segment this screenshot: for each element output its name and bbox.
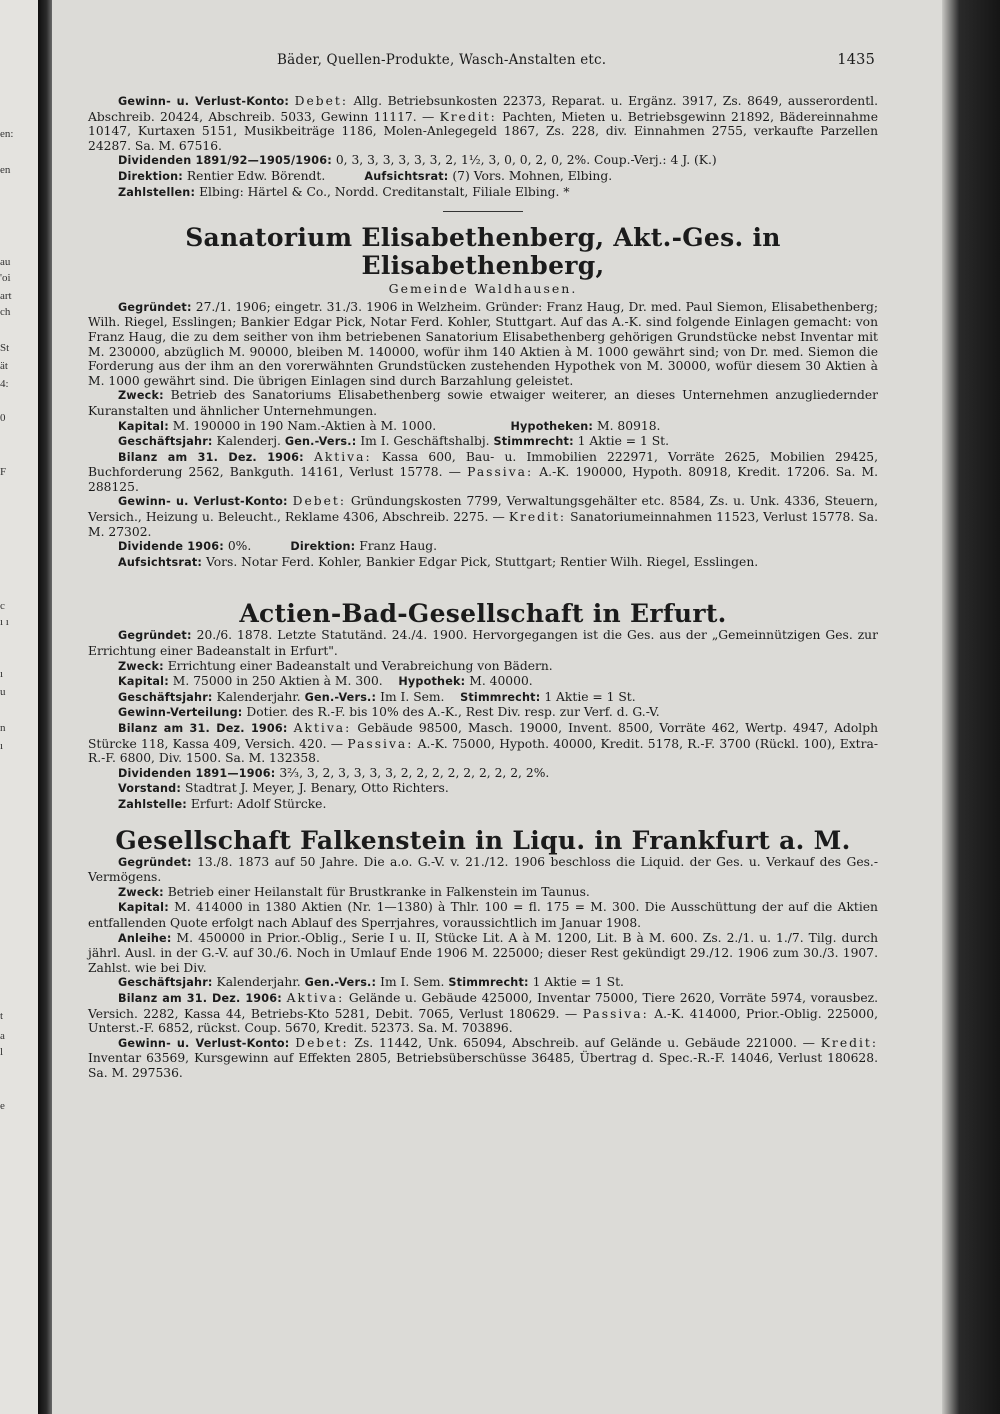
field-label: Aufsichtsrat:	[118, 555, 203, 569]
header-title: Bäder, Quellen-Produkte, Wasch-Anstalten etc.	[277, 52, 607, 68]
field-label: Kapital:	[118, 901, 169, 915]
aktiva-label: Aktiva:	[293, 721, 352, 735]
margin-fragment: ät	[0, 360, 8, 372]
field-label: Gewinn- u. Verlust-Konto:	[118, 95, 290, 108]
field-label: Zweck:	[118, 659, 164, 673]
field-text: 1 Aktie = 1 St.	[532, 975, 624, 990]
passiva-label: Passiva:	[347, 736, 414, 751]
field-label: Anleihe:	[118, 931, 172, 945]
margin-fragment: en:	[0, 128, 14, 140]
passiva-label: Passiva:	[467, 465, 534, 480]
entry-paragraph	[88, 674, 878, 690]
field-label: Geschäftsjahr:	[118, 435, 213, 449]
field-text: Gebäude 98500, Masch. 19000, Invent. 8500, Vorräte 462, Wertp. 4947, Adolph Stürcke 118, Kassa 409, Versich. 420. —	[88, 721, 878, 751]
field-text: Dotier. des R.-F. bis 10% des A.-K., Rest Div. resp. zur Verf. d. G.-V.	[246, 705, 660, 720]
field-text: M. 40000.	[469, 674, 533, 689]
field-label: Gewinn-Verteilung:	[118, 706, 243, 720]
entry-paragraph	[88, 797, 878, 813]
field-text: Vors. Notar Ferd. Kohler, Bankier Edgar Pick, Stuttgart; Rentier Wilh. Riegel, Esslingen.	[206, 554, 759, 569]
margin-fragment: c	[0, 600, 5, 612]
field-text: 13./8. 1873 auf 50 Jahre. Die a.o. G.-V. v. 21./12. 1906 beschloss die Liquid. der Ges. u. Verkauf des Ges.-Vermögens.	[88, 854, 878, 885]
entry-paragraph	[88, 931, 878, 976]
margin-fragment: 'oi	[0, 272, 11, 284]
previous-entry	[88, 94, 878, 200]
entry-paragraph	[88, 434, 878, 450]
margin-fragment: ı	[0, 668, 4, 680]
aktiva-label: Aktiva:	[313, 449, 372, 464]
running-header	[52, 52, 942, 72]
field-label: Gen.-Vers.:	[304, 690, 377, 704]
entry-paragraph	[88, 1036, 878, 1081]
field-text: Inventar 63569, Kursgewinn auf Effekten 2805, Betriebsüberschüsse 36485, Übertrag d. Spec.-R.-F. 14046, Verlust 180628. Sa. M. 297536.	[88, 1051, 878, 1080]
field-label: Hypotheken:	[510, 419, 594, 433]
field-label: Geschäftsjahr:	[118, 690, 213, 704]
entry-paragraph	[88, 705, 878, 721]
field-text: Sanatoriumeinnahmen 11523, Verlust 15778. Sa. M. 27302.	[88, 510, 878, 539]
field-text: Errichtung einer Badeanstalt und Verabreichung von Bädern.	[167, 658, 553, 673]
field-text: A.-K. 414000, Prior.-Oblig. 225000, Unterst.-F. 6852, rückst. Coup. 5670, Kredit. 52373. Sa. M. 703896.	[88, 1006, 878, 1036]
field-label: Dividende 1906:	[118, 540, 224, 554]
field-text: M. 190000 in 190 Nam.-Aktien à M. 1000.	[172, 418, 437, 433]
field-label: Geschäftsjahr:	[118, 976, 213, 990]
page-number: 1435	[837, 52, 875, 68]
entry-paragraph	[88, 494, 878, 539]
margin-fragment: u	[0, 686, 6, 698]
right-page-edge	[942, 0, 1000, 1414]
field-label: Gegründet:	[118, 300, 192, 314]
left-page-margin	[0, 0, 38, 1414]
field-text: A.-K. 190000, Hypoth. 80918, Kredit. 17206. Sa. M. 288125.	[88, 465, 878, 494]
field-label: Kapital:	[118, 419, 169, 433]
field-text: 20./6. 1878. Letzte Statutänd. 24./4. 1900. Hervorgegangen ist die Ges. aus der „Gemeinnützigen Ges. zur Errichtung einer Badeanstalt in Erfurt".	[88, 628, 878, 659]
field-text: M. 80918.	[597, 418, 661, 433]
field-label: Zahlstelle:	[118, 797, 187, 811]
kredit-label: Kredit:	[508, 510, 567, 525]
kredit-label: Kredit:	[820, 1035, 878, 1050]
book-page	[52, 0, 942, 1414]
entry-paragraph	[88, 153, 878, 169]
field-text: M. 450000 in Prior.-Oblig., Serie I u. II, Stücke Lit. A à M. 1200, Lit. B à M. 600. Zs. 2./1. u. 1./7. Tilg. durch jährl. Ausl. in der G.-V. auf 30./6. Noch in Umlauf Ende 1906 M. 225000; dieser Rest gekündigt 29./12. 1906 zum 30./3. 1907. Zahlst. wie bei Div.	[88, 930, 878, 975]
field-label: Bilanz am 31. Dez. 1906:	[118, 722, 288, 735]
field-label: Gewinn- u. Verlust-Konto:	[118, 1036, 290, 1050]
field-label: Stimmrecht:	[460, 690, 541, 704]
field-text: 1 Aktie = 1 St.	[577, 434, 670, 449]
field-text: Franz Haug.	[359, 539, 438, 554]
company-entry-erfurt	[88, 600, 878, 812]
field-text: Kalenderjahr.	[216, 975, 301, 990]
field-text: Erfurt: Adolf Stürcke.	[190, 796, 327, 811]
field-text: Kassa 600, Bau- u. Immobilien 222971, Vorräte 2625, Mobilien 29425, Buchforderung 2562, Bankguth. 14161, Verlust 15778. —	[88, 449, 879, 480]
entry-paragraph	[88, 766, 878, 782]
book-spine-shadow	[38, 0, 52, 1414]
field-text: Pachten, Mieten u. Betriebsgewinn 21892, Bädereinnahme 10147, Kurtaxen 5151, Musikbeiträge 1186, Molen-Anlegegeld 1867, Zs. 228, div. Einnahmen 2755, verkaufte Parzellen 24287. Sa. M. 67516.	[88, 109, 878, 153]
margin-fragment: ı ı	[0, 616, 9, 628]
field-label: Dividenden 1891—1906:	[118, 766, 276, 780]
spacer	[88, 813, 878, 827]
margin-fragment: e	[0, 1100, 5, 1112]
entry-paragraph	[88, 169, 878, 185]
field-label: Zahlstellen:	[118, 185, 196, 199]
entry-paragraph	[88, 419, 878, 435]
field-text: A.-K. 75000, Hypoth. 40000, Kredit. 5178, R.-F. 3700 (Rückl. 100), Extra-R.-F. 6800, Div. 1500. Sa. M. 132358.	[88, 736, 878, 766]
field-label: Zweck:	[118, 389, 164, 403]
field-label: Gegründet:	[118, 855, 192, 869]
margin-fragment: 4:	[0, 378, 9, 390]
field-label: Zweck:	[118, 885, 164, 899]
field-text: (7) Vors. Mohnen, Elbing.	[452, 168, 613, 183]
margin-fragment: art	[0, 290, 12, 302]
field-label: Bilanz am 31. Dez. 1906:	[118, 450, 304, 464]
field-label: Bilanz am 31. Dez. 1906:	[118, 991, 282, 1005]
field-text: M. 75000 in 250 Aktien à M. 300.	[172, 674, 383, 689]
field-label: Vorstand:	[118, 782, 182, 796]
margin-fragment: t	[0, 1010, 4, 1022]
margin-fragment: ch	[0, 306, 11, 318]
margin-fragment: ı	[0, 740, 4, 752]
entry-paragraph	[88, 690, 878, 706]
field-text: Rentier Edw. Börendt.	[186, 168, 326, 183]
field-text: Im I. Sem.	[380, 689, 445, 704]
field-label: Aufsichtsrat:	[364, 169, 449, 183]
field-label: Stimmrecht:	[448, 976, 529, 990]
section-divider	[443, 211, 523, 212]
debet-label: Debet:	[294, 94, 348, 108]
field-text: Gelände u. Gebäude 425000, Inventar 75000, Tiere 2620, Vorräte 5974, vorausbez. Versich. 2282, Kassa 44, Betriebs-Kto 5281, Debit. 7065, Verlust 180629. —	[88, 990, 878, 1021]
field-label: Gegründet:	[118, 629, 192, 643]
field-label: Direktion:	[290, 540, 356, 554]
field-text: Kalenderjahr.	[216, 689, 301, 704]
spacer	[88, 570, 878, 600]
page-content	[88, 94, 878, 1080]
entry-paragraph	[88, 781, 878, 797]
field-label: Kapital:	[118, 675, 169, 689]
entry-paragraph	[88, 300, 878, 389]
debet-label: Debet:	[292, 494, 346, 509]
company-title: Actien-Bad-Gesellschaft in Erfurt.	[239, 599, 727, 629]
entry-paragraph	[88, 388, 878, 418]
field-label: Dividenden 1891/92—1905/1906:	[118, 154, 332, 168]
entry-paragraph	[88, 628, 878, 658]
passiva-label: Passiva:	[582, 1006, 649, 1021]
entry-paragraph	[88, 185, 878, 201]
margin-fragment: l	[0, 1046, 4, 1058]
entry-paragraph	[88, 885, 878, 901]
company-entry-sanatorium	[88, 224, 878, 570]
field-label: Hypothek:	[398, 675, 466, 689]
field-label: Gewinn- u. Verlust-Konto:	[118, 495, 288, 509]
company-title: Gesellschaft Falkenstein in Liqu. in Frankfurt a. M.	[115, 825, 851, 855]
field-text: Im I. Geschäftshalbj.	[360, 434, 490, 449]
entry-paragraph	[88, 855, 878, 885]
debet-label: Debet:	[295, 1035, 349, 1050]
field-text: Betrieb des Sanatoriums Elisabethenberg sowie etwaiger weiterer, an dieses Unternehmen anzugliedernder Kuranstalten und ähnlicher Unternehmungen.	[88, 388, 878, 418]
company-entry-falkenstein	[88, 827, 878, 1081]
entry-paragraph	[88, 900, 878, 930]
aktiva-label: Aktiva:	[286, 990, 345, 1005]
field-text: 1 Aktie = 1 St.	[544, 689, 636, 704]
field-text: Kalenderj.	[216, 434, 281, 449]
margin-fragment: F	[0, 466, 7, 478]
field-text: Im I. Sem.	[380, 975, 445, 990]
field-text: Stadtrat J. Meyer, J. Benary, Otto Richters.	[184, 781, 449, 796]
field-label: Stimmrecht:	[493, 435, 574, 449]
margin-fragment: 0	[0, 412, 6, 424]
company-subtitle: Gemeinde Waldhausen.	[388, 281, 578, 297]
field-text: Allg. Betriebsunkosten 22373, Reparat. u. Ergänz. 3917, Zs. 8649, ausserordentl. Abschreib. 20424, Abschreib. 5033, Gewinn 11117. —	[88, 94, 879, 124]
entry-paragraph	[88, 659, 878, 675]
field-text: 0, 3, 3, 3, 3, 3, 3, 2, 1½, 3, 0, 0, 2, 0, 2%. Coup.-Verj.: 4 J. (K.)	[335, 153, 717, 168]
margin-fragment: au	[0, 256, 11, 268]
field-label: Gen.-Vers.:	[284, 435, 357, 449]
field-text: Zs. 11442, Unk. 65094, Abschreib. auf Gelände u. Gebäude 221000. —	[354, 1035, 815, 1050]
field-text: 27./1. 1906; eingetr. 31./3. 1906 in Welzheim. Gründer: Franz Haug, Dr. med. Paul Siemon, Elisabethenberg; Wilh. Riegel, Esslingen; Bankier Edgar Pick, Notar Ferd. Kohler, Stuttgart. Auf das A.-K. sind folgende Einlagen gemacht: von Franz Haug, die zu dem seither von ihm betriebenen Sanatorium Elisabethenberg gehörigen Grundstücke nebst Inventar mit M. 230000, abzüglich M. 90000, bleiben M. 140000, wofür ihm 140 Aktien à M. 1000 gewährt sind; von Dr. med. Siemon die Forderung aus der ihm an den vorerwähnten Grundstücken zustehenden Hypothek von M. 30000, wofür diesem 30 Aktien à M. 1000 gewährt sind. Die übrigen Einlagen sind durch Barzahlung geleistet.	[88, 299, 878, 388]
field-text: 3⅔, 3, 2, 3, 3, 3, 3, 2, 2, 2, 2, 2, 2, 2, 2, 2%.	[279, 765, 550, 780]
entry-paragraph	[88, 991, 878, 1036]
entry-paragraph	[88, 555, 878, 571]
entry-paragraph	[88, 450, 878, 495]
field-text: Elbing: Härtel & Co., Nordd. Creditanstalt, Filiale Elbing. *	[199, 184, 570, 199]
entry-paragraph	[88, 94, 878, 153]
field-text: 0%.	[227, 539, 252, 554]
field-text: Betrieb einer Heilanstalt für Brustkranke in Falkenstein im Taunus.	[167, 884, 590, 899]
company-title: Sanatorium Elisabethenberg, Akt.-Ges. in Elisabethenberg,	[185, 223, 781, 281]
kredit-label: Kredit:	[439, 109, 497, 124]
field-text: M. 414000 in 1380 Aktien (Nr. 1—1380) à Thlr. 100 = fl. 175 = M. 300. Die Ausschüttung der auf die Aktien entfallenden Quote erfolgt nach Ablauf des Sperrjahres, voraussichtlich im Januar 1908.	[88, 900, 878, 930]
margin-fragment: St	[0, 342, 10, 354]
field-text: Gründungskosten 7799, Verwaltungsgehälter etc. 8584, Zs. u. Unk. 4336, Steuern, Versich., Heizung u. Beleucht., Reklame 4306, Abschreib. 2275. —	[88, 494, 879, 525]
margin-fragment: n	[0, 722, 6, 734]
field-label: Gen.-Vers.:	[304, 976, 377, 990]
entry-paragraph	[88, 721, 878, 766]
field-label: Direktion:	[118, 169, 183, 183]
entry-paragraph	[88, 539, 878, 555]
margin-fragment: a	[0, 1030, 5, 1042]
entry-paragraph	[88, 975, 878, 991]
margin-fragment: en	[0, 164, 11, 176]
